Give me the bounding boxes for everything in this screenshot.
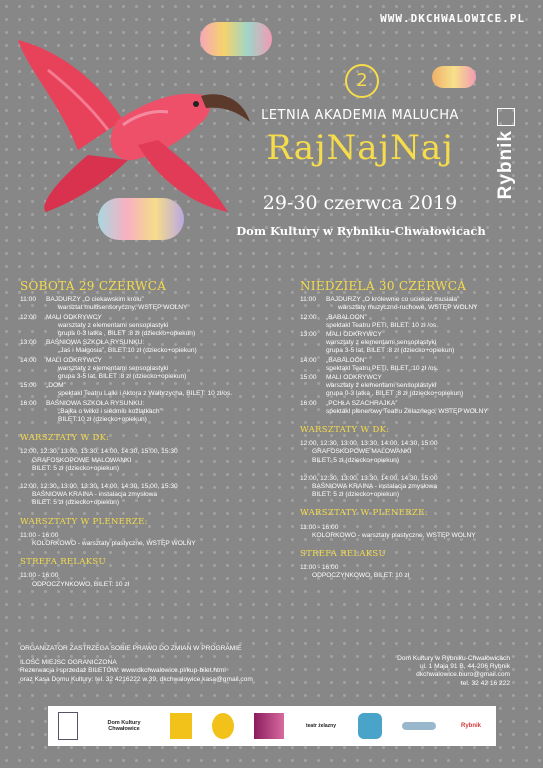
relax-heading: STREFA RELAKSU — [300, 549, 387, 560]
cloud-decoration — [432, 66, 476, 88]
schedule-item: 16:00 „PCHŁA SZACHRAJKA” spektakl plenerowy Teatru Żelaznego, WSTĘP WOLNY — [300, 399, 488, 415]
sponsor-logo — [170, 713, 192, 739]
city-crest-icon — [497, 108, 515, 126]
workshops-heading: WARSZTATY W DK: — [20, 433, 110, 444]
sunday-heading: NIEDZIELA 30 CZERWCA — [300, 279, 467, 293]
sunday-column — [300, 279, 530, 591]
outdoor-item: 11:00 - 16:00 KOLORKOWO - warsztaty plastyczne, WSTĘP WOLNY — [300, 523, 476, 539]
booking-info: Rezerwacja i sprzedaż BILETÓW: www.dkchwalowice.pl/kup-bilet.html — [20, 667, 226, 675]
workshops-heading: WARSZTATY W DK: — [300, 425, 390, 436]
cloud-decoration — [98, 198, 184, 240]
rybnik-wordmark: Rybnik — [495, 130, 516, 200]
relax-heading: STREFA RELAKSU — [20, 557, 107, 568]
cloud-decoration — [200, 22, 272, 56]
limited-seats-notice: ILOŚĆ MIEJSC OGRANICZONA — [20, 659, 117, 667]
schedule-item: 12:00 MALI ODKRYWCY warsztaty z elementami sensoplastyki grupa 0-3 latka , BILET :8 zł (dziecko+opiekun) — [20, 313, 196, 338]
relax-item: 11:00 - 16:00 ODPOCZYNKOWO, BILET: 10 zł — [20, 572, 130, 588]
schedule-item: 14:00 MALI ODKRYWCY warsztaty z elementami sensoplastyki grupa 3-5 lat, BILET :8 zł (dziecko+opiekun) — [20, 356, 187, 381]
schedule-item: 12:00 „BABALOON” spektakl Teatru PETI, BILET: 10 zł /os. — [300, 313, 439, 329]
schedule-item: 13:00 BAŚNIOWA SZKOŁA RYSUNKU: „Jaś i Małgosia”, BILET:10 zł (dziecko+opiekun) — [20, 339, 197, 355]
rybnik-crest-logo — [58, 712, 78, 740]
sponsor-logo-strip — [48, 706, 496, 746]
teatr-zelazny-logo: teatr żelazny — [305, 723, 336, 729]
rybnik-small-logo: Rybnik — [460, 723, 481, 729]
relax-item: 11:00 - 16:00 ODPOCZYNKOWO, BILET: 10 zł — [300, 564, 410, 580]
schedule-item: 11:00 BAJDURZY „O ciekawskim królu” warsztat multisensoryczny, WSTĘP WOLNY — [20, 296, 188, 312]
sponsor-logo — [212, 713, 234, 739]
schedule-item: 14:00 „BABALOON” spektakl Teatru PETI, BILET :10 zł /os. — [300, 356, 439, 372]
workshop-item: 12:00, 12:30, 13:00, 13:30, 14:00, 14:30, 15:00, 15:30 GRAFOSKOPOWE MALOWANKI BILET: 5 zł (dziecko+opiekun) — [20, 448, 178, 472]
website-url: WWW.DKCHWALOWICE.PL — [380, 12, 525, 25]
sponsor-logo — [358, 713, 382, 739]
workshop-item: 12:00, 12:30, 13:00, 13:30, 14:00, 14:30, 15:00 BAŚNIOWA KRAINA - instalacja zmysłowa BILET: 5 zł (dziecko+opiekun) — [300, 474, 438, 499]
schedule-item: 16:00 BAŚNIOWA SZKOŁA RYSUNKU: „Bajka o wilku i siedmiu koźlątkach” BILET:10 zł (dziecko+opiekun) — [20, 399, 162, 424]
edition-number: 2 — [345, 64, 379, 98]
sponsor-logo — [254, 713, 284, 739]
footer-notes — [20, 645, 320, 684]
schedule-item: 13:00 MALI ODKRYWCY warsztaty z elementami sensoplastyki grupa 3-5 lat, BILET :8 zł (dziecko+opiekun) — [300, 331, 455, 355]
outdoor-item: 11:00 - 16:00 KOLORKOWO - warsztaty plastyczne, WSTĘP WOLNY — [20, 531, 196, 548]
sponsor-logo — [402, 722, 436, 730]
schedule-item: 15:00 „DOM” spektakl Teatru Lalki i Aktora z Wałbrzycha, BILET: 10 zł/os. — [20, 382, 233, 398]
event-venue: Dom Kultury w Rybniku-Chwałowicach — [236, 224, 486, 238]
rybnik-logo — [486, 108, 526, 238]
box-office-info: oraz Kasa Domu Kultury: tel. 32 4216222 w.39, dkchwalowice.kasa@gmail.com — [20, 675, 253, 683]
schedule-item: 11:00 BAJDURZY „O królewnie co uciekać musiała” warsztaty muzyczno-ruchowe, WSTĘP WOLNY — [300, 296, 478, 312]
event-dates: 29-30 czerwca 2019 — [262, 192, 458, 214]
event-subtitle: LETNIA AKADEMIA MALUCHA — [261, 108, 459, 123]
saturday-column — [20, 279, 270, 599]
program-change-notice: ORGANIZATOR ZASTRZEGA SOBIE PRAWO DO ZMIAN W PROGRAMIE — [20, 645, 242, 652]
contact-info: Dom Kultury w Rybniku-Chwałowicach ul. 1 Maja 91 B, 44-206 Rybnik dkchwalowice.biuro@gmail.com tel. 32 42 16 222 — [397, 655, 510, 687]
outdoor-heading: WARSZTATY W PLENERZE: — [300, 508, 428, 519]
bird-illustration — [18, 30, 258, 215]
saturday-heading: SOBOTA 29 CZERWCA — [20, 279, 167, 293]
workshop-item: 12:00, 12:30, 13:00, 13:30, 14:00, 14:30, 15:00, 15:30 BAŚNIOWA KRAINA - instalacja zmysłowa BILET: 5 zł (dziecko+opiekun) — [20, 483, 178, 507]
dk-chwalowice-logo: Dom Kultury Chwałowice — [107, 720, 141, 732]
schedule-item: 15:00 MALI ODKRYWCY warsztaty z elementami sensoplastyki grupa 0-3 latka , BILET :8 zł (dziecko+opiekun) — [300, 374, 464, 398]
outdoor-heading: WARSZTATY W PLENERZE: — [20, 516, 148, 527]
event-title: RajNajNaj — [266, 128, 454, 168]
workshop-item: 12:00, 12:30, 13:00, 13:30, 14:00, 14:30, 15:00 GRAFOSKOPOWE MALOWANKI BILET: 5 zł (dziecko+opiekun) — [300, 440, 438, 464]
